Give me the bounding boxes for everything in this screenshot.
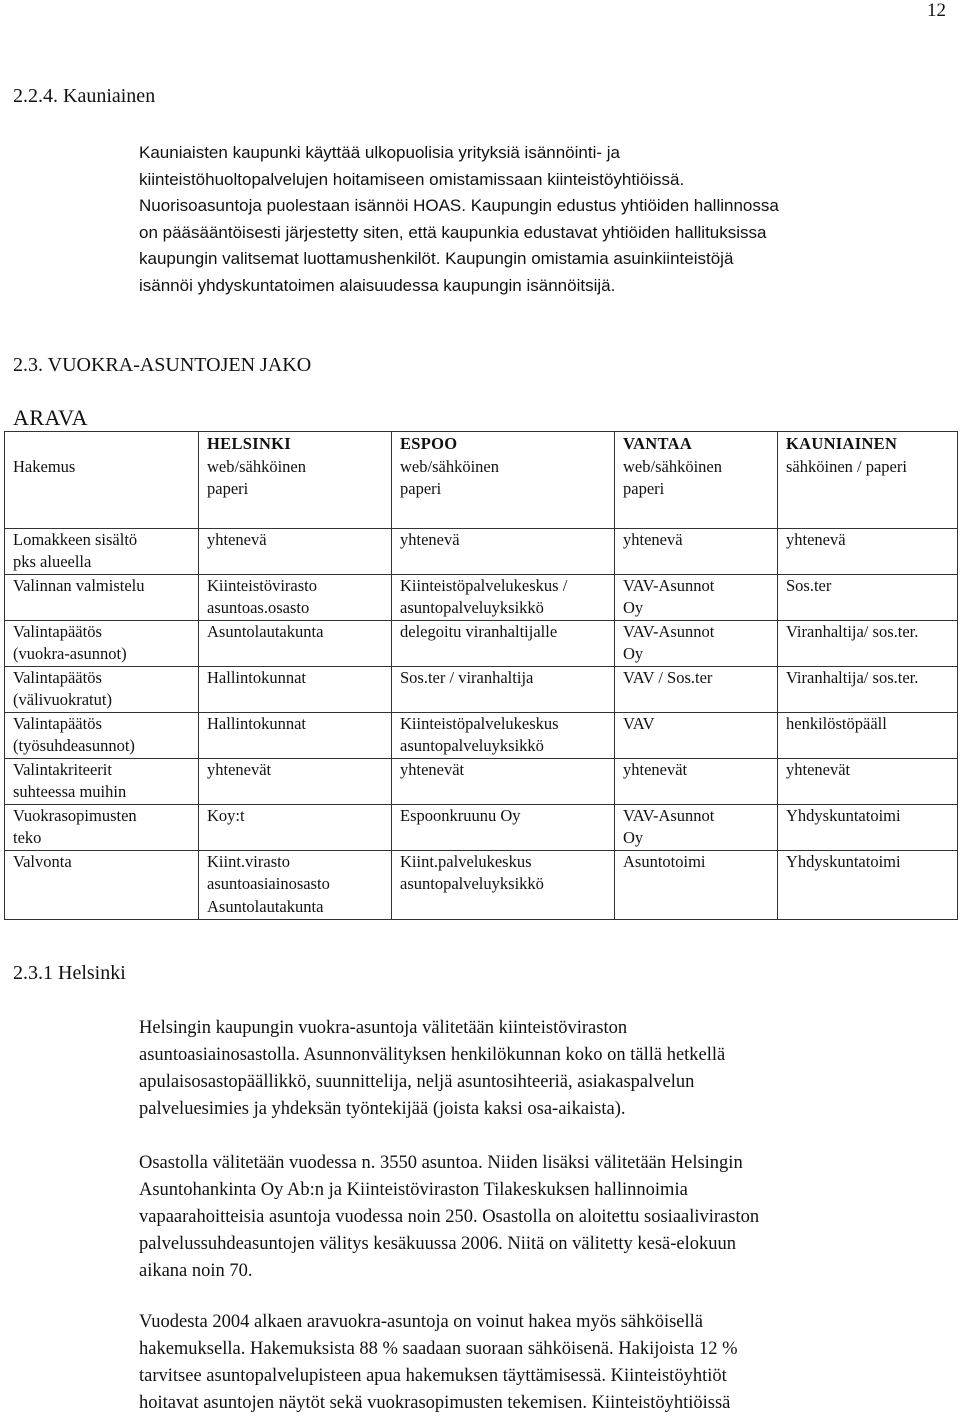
table-cell [615, 804, 778, 850]
table-cell [778, 758, 958, 804]
cell-line: asuntopalveluyksikkö [400, 874, 544, 893]
header-cell-empty [5, 432, 199, 456]
header-cell-kauniainen: KAUNIAINEN [778, 432, 958, 456]
table-cell [199, 758, 392, 804]
table-cell [392, 666, 615, 712]
table-cell [392, 712, 615, 758]
label-line: Valvonta [13, 851, 72, 871]
text-line: palvelussuhdeasuntojen välitys kesäkuussa 2006. Niitä on välitetty kesä-elokuun [139, 1234, 737, 1254]
cell-line: VAV-Asunnot [623, 805, 715, 825]
cell-line: Oy [623, 828, 644, 847]
cell-line: yhtenevät [207, 759, 272, 779]
label-line: Valintapäätös [13, 621, 102, 641]
cell-line: yhtenevä [623, 529, 683, 549]
cell-line: Hallintokunnat [207, 713, 306, 733]
text-line: Osastolla välitetään vuodessa n. 3550 asuntoa. Niiden lisäksi välitetään Helsingin [139, 1153, 743, 1173]
header-cell-helsinki: HELSINKI [199, 432, 392, 456]
cell-line: Asuntotoimi [623, 851, 706, 871]
text-line: isännöi yhdyskuntatoimen alaisuudessa kaupungin isännöitsijä. [139, 275, 616, 295]
table-cell [199, 456, 392, 529]
table-cell [199, 666, 392, 712]
text-line: hoitavat asuntojen näytöt sekä vuokrasopimusten tekemisen. Kiinteistöyhtiöissä [139, 1393, 731, 1413]
cell-line: web/sähköinen [623, 456, 722, 476]
cell-line: sähköinen / paperi [786, 456, 907, 476]
table-cell [392, 528, 615, 574]
cell-line: Asuntolautakunta [207, 896, 324, 916]
row-label [5, 804, 199, 850]
table-cell [778, 456, 958, 529]
label-line: Vuokrasopimusten [13, 805, 137, 825]
text-line: on pääsääntöisesti järjestetty siten, että kaupunkia edustavat yhtiöiden hallituksissa [139, 222, 767, 242]
table-cell [778, 666, 958, 712]
paragraph-helsinki-1 [139, 1015, 929, 1123]
table-cell [199, 528, 392, 574]
table-cell [615, 712, 778, 758]
row-label [5, 456, 199, 529]
table-cell [778, 804, 958, 850]
label-line: Valintapäätös [13, 713, 102, 733]
cell-line: paperi [623, 479, 665, 498]
cell-line: yhtenevä [786, 529, 846, 549]
cell-line: yhtenevät [786, 759, 851, 779]
text-line: kiinteistöhuoltopalvelujen hoitamiseen omistamissaan kiinteistöyhtiöissä. [139, 169, 685, 189]
label-line: suhteessa muihin [13, 782, 127, 801]
table-cell [615, 758, 778, 804]
label-line: (työsuhdeasunnot) [13, 736, 135, 755]
text-line: Vuodesta 2004 alkaen aravuokra-asuntoja on voinut hakea myös sähköisellä [139, 1312, 704, 1332]
label-line: Lomakkeen sisältö [13, 529, 138, 549]
cell-line: Kiinteistöpalvelukeskus / [400, 575, 568, 595]
table-row [5, 850, 958, 920]
table-row [5, 758, 958, 804]
text-line: palveluesimies ja yhdeksän työntekijää (joista kaksi osa-aikaista). [139, 1099, 626, 1119]
row-label [5, 574, 199, 620]
cell-line: Oy [623, 644, 644, 663]
text-line: asuntoasiainosastolla. Asunnonvälityksen henkilökunnan koko on tällä hetkellä [139, 1045, 726, 1065]
text-line: tarvitsee asuntopalvelupisteen apua hakemuksen täyttämisessä. Kiinteistöyhtiöt [139, 1366, 727, 1386]
table-cell [392, 758, 615, 804]
cell-line: VAV [623, 713, 655, 733]
cell-line: Oy [623, 598, 644, 617]
table-row [5, 804, 958, 850]
table-cell [392, 620, 615, 666]
label-line: Valintakriteerit [13, 759, 112, 779]
section-heading-jako: 2.3. VUOKRA-ASUNTOJEN JAKO [13, 354, 312, 376]
table-cell [392, 574, 615, 620]
table-cell [392, 804, 615, 850]
cell-line: Hallintokunnat [207, 667, 306, 687]
label-line: teko [13, 828, 42, 847]
cell-line: asuntopalveluyksikkö [400, 736, 544, 755]
table-cell [615, 620, 778, 666]
paragraph-kauniainen [139, 140, 929, 299]
subheading-arava: ARAVA [13, 405, 89, 430]
cell-line: Kiinteistöpalvelukeskus [400, 713, 559, 733]
label-line: Valinnan valmistelu [13, 575, 145, 595]
cell-line: Espoonkruunu Oy [400, 805, 521, 825]
table-cell [615, 666, 778, 712]
cell-line: delegoitu viranhaltijalle [400, 621, 558, 641]
allocation-table [4, 431, 958, 920]
paragraph-helsinki-2 [139, 1150, 929, 1285]
cell-line: Viranhaltija/ sos.ter. [786, 667, 919, 687]
text-line: Helsingin kaupungin vuokra-asuntoja välitetään kiinteistöviraston [139, 1018, 628, 1038]
table-cell [778, 850, 958, 920]
row-label [5, 666, 199, 712]
text-line: Kauniaisten kaupunki käyttää ulkopuolisia yrityksiä isännöinti- ja [139, 143, 620, 162]
text-line: aikana noin 70. [139, 1261, 253, 1281]
cell-line: Koy:t [207, 805, 245, 825]
cell-line: Yhdyskuntatoimi [786, 851, 901, 871]
cell-line: asuntoasiainosasto [207, 874, 330, 893]
cell-line: yhtenevät [400, 759, 465, 779]
cell-line: web/sähköinen [400, 456, 499, 476]
cell-line: Yhdyskuntatoimi [786, 805, 901, 825]
text-line: apulaisosastopäällikkö, suunnittelija, neljä asuntosihteeriä, asiakaspalvelun [139, 1072, 695, 1092]
table-cell [392, 850, 615, 920]
text-line: hakemuksella. Hakemuksista 88 % saadaan suoraan sähköisenä. Hakijoista 12 % [139, 1339, 738, 1359]
cell-line: paperi [207, 479, 249, 498]
cell-line: asuntopalveluyksikkö [400, 598, 544, 617]
table-row [5, 528, 958, 574]
row-label [5, 620, 199, 666]
label-line: Valintapäätös [13, 667, 102, 687]
cell-line: Sos.ter [786, 575, 832, 595]
table-cell [615, 456, 778, 529]
text-line: Nuorisoasuntoja puolestaan isännöi HOAS. Kaupungin edustus yhtiöiden hallinnossa [139, 196, 779, 215]
cell-line: VAV / Sos.ter [623, 667, 713, 687]
section-heading-helsinki: 2.3.1 Helsinki [13, 962, 126, 984]
row-label [5, 758, 199, 804]
table-cell [199, 712, 392, 758]
cell-line: Kiint.virasto [207, 851, 290, 871]
cell-line: Asuntolautakunta [207, 621, 324, 641]
row-label [5, 850, 199, 920]
cell-line: web/sähköinen [207, 456, 306, 476]
cell-line: Sos.ter / viranhaltija [400, 667, 534, 687]
paragraph-helsinki-3 [139, 1309, 929, 1417]
cell-line: VAV-Asunnot [623, 575, 715, 595]
table-cell [199, 804, 392, 850]
table-row [5, 620, 958, 666]
table-cell [615, 528, 778, 574]
cell-line: yhtenevät [623, 759, 688, 779]
cell-line: yhtenevä [207, 529, 267, 549]
label-line: Hakemus [13, 456, 76, 476]
table-cell [778, 712, 958, 758]
cell-line: paperi [400, 479, 442, 498]
header-cell-espoo: ESPOO [392, 432, 615, 456]
cell-line: Kiint.palvelukeskus [400, 851, 532, 871]
section-heading-kauniainen: 2.2.4. Kauniainen [13, 85, 156, 107]
label-line: (vuokra-asunnot) [13, 644, 127, 663]
cell-line: yhtenevä [400, 529, 460, 549]
table-cell [199, 850, 392, 920]
cell-line: Kiinteistövirasto [207, 575, 317, 595]
table-cell [615, 850, 778, 920]
table-cell [778, 574, 958, 620]
table-row [5, 574, 958, 620]
table-cell [778, 528, 958, 574]
table-cell [615, 574, 778, 620]
table-cell [392, 456, 615, 529]
table-cell [199, 620, 392, 666]
cell-line: Viranhaltija/ sos.ter. [786, 621, 919, 641]
table-header-row [5, 432, 958, 456]
cell-line: henkilöstöpääll [786, 713, 887, 733]
text-line: kaupungin valitsemat luottamushenkilöt. Kaupungin omistamia asuinkiinteistöjä [139, 249, 734, 268]
row-label [5, 712, 199, 758]
text-line: Asuntohankinta Oy Ab:n ja Kiinteistöviraston Tilakeskuksen hallinnoimia [139, 1180, 688, 1200]
table-cell [778, 620, 958, 666]
table-cell [199, 574, 392, 620]
page-number: 12 [927, 0, 946, 21]
table-row [5, 666, 958, 712]
table-row [5, 456, 958, 529]
cell-line: VAV-Asunnot [623, 621, 715, 641]
header-cell-vantaa: VANTAA [615, 432, 778, 456]
cell-line: asuntoas.osasto [207, 598, 310, 617]
row-label [5, 528, 199, 574]
label-line: pks alueella [13, 552, 92, 571]
text-line: vapaarahoitteisia asuntoja vuodessa noin 250. Osastolla on aloitettu sosiaaliviraston [139, 1207, 760, 1227]
table-row [5, 712, 958, 758]
label-line: (välivuokratut) [13, 690, 112, 709]
